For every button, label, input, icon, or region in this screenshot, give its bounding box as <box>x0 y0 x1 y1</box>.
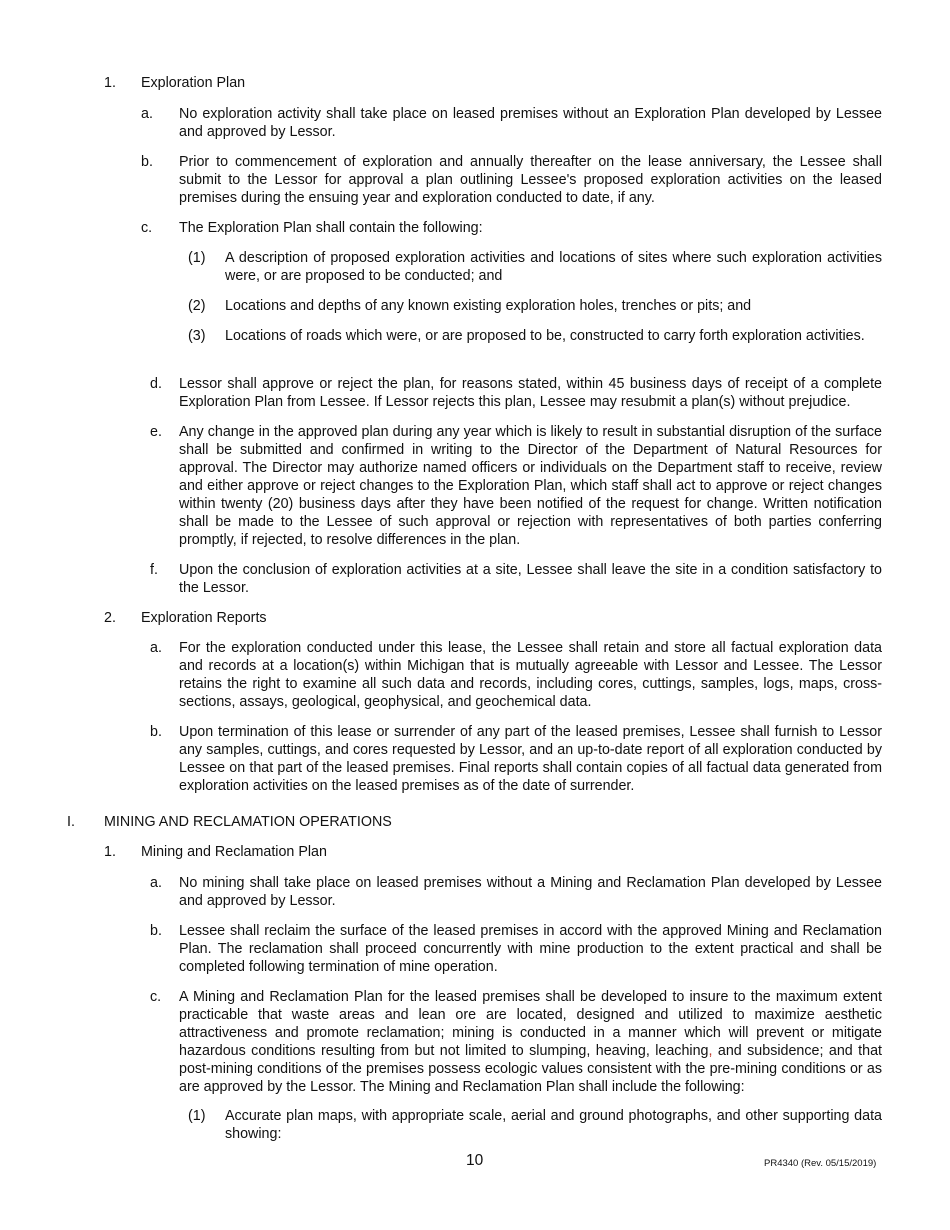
item-marker: (2) <box>188 298 206 314</box>
item-text: No mining shall take place on leased premises without a Mining and Reclamation Plan developed by Lessee and approved by Lessor. <box>179 875 882 909</box>
item-text: No exploration activity shall take place on leased premises without an Exploration Plan developed by Lessee and approved by Lessor. <box>179 106 882 140</box>
item-text: Lessee shall reclaim the surface of the leased premises in accord with the approved Mining and Reclamation Plan. The reclamation shall proceed concurrently with mine production to the extent practical and shall be completed following termination of mine operation. <box>179 923 882 975</box>
item-text: Accurate plan maps, with appropriate scale, aerial and ground photographs, and other supporting data showing: <box>225 1108 882 1142</box>
item-marker: 1. <box>104 844 116 860</box>
item-text: Locations of roads which were, or are proposed to be, constructed to carry forth exploration activities. <box>225 328 865 344</box>
item-marker: b. <box>141 154 153 170</box>
item-text: The Exploration Plan shall contain the following: <box>179 220 483 236</box>
item-marker: a. <box>150 875 162 891</box>
highlighted-comma: , <box>708 1043 713 1059</box>
item-text-part: A Mining and Reclamation Plan for the leased premises shall be developed to insure to the maximum extent practicable that waste areas and lean ore are located, designed and utilized to maximize aesthetic attractiveness and promote reclamation; mining is conducted in a manner which will prevent or mitigate hazardous conditions resulting from but not limited to slumping, heaving, leaching <box>179 989 882 1059</box>
item-text: A description of proposed exploration activities and locations of sites where such exploration activities were, or are proposed to be conducted; and <box>225 250 882 284</box>
item-text: Any change in the approved plan during any year which is likely to result in substantial disruption of the surface shall be submitted and confirmed in writing to the Director of the Department of Natural Resources for approval. The Director may authorize named officers or individuals on the Department staff to receive, review and either approve or reject changes to the Exploration Plan, which staff shall act to approve or reject changes within twenty (20) business days after they have been notified of the request for change. Written notification shall be made to the Lessee of such approval or rejection with representatives of both parties conferring promptly, if rejected, to resolve differences in the plan. <box>179 424 882 548</box>
item-text: Locations and depths of any known existing exploration holes, trenches or pits; and <box>225 298 752 314</box>
item-marker: b. <box>150 724 162 740</box>
item-text: For the exploration conducted under this lease, the Lessee shall retain and store all factual exploration data and records at a location(s) within Michigan that is mutually agreeable with Lessor and Lessee. The Lessor retains the right to examine all such data and records, including cores, cuttings, samples, logs, maps, cross-sections, assays, geological, geophysical, and geochemical data. <box>179 640 882 710</box>
item-marker: f. <box>150 562 158 578</box>
item-marker: (1) <box>188 1108 206 1124</box>
item-marker: d. <box>150 376 162 392</box>
item-marker: a. <box>150 640 162 656</box>
item-text: MINING AND RECLAMATION OPERATIONS <box>104 814 392 830</box>
item-marker: c. <box>150 989 162 1005</box>
item-text: Upon termination of this lease or surrender of any part of the leased premises, Lessee shall furnish to Lessor any samples, cuttings, and cores requested by Lessor, and an up-to-date report of all exploration conducted by Lessee on that part of the leased premises. Final reports shall contain copies of all factual data generated from exploration activities on the leased premises as of the date of surrender. <box>179 724 882 794</box>
item-text: Lessor shall approve or reject the plan, for reasons stated, within 45 business days of receipt of a complete Exploration Plan from Lessee. If Lessor rejects this plan, Lessee may resubmit a plan(s) without prejudice. <box>179 376 882 410</box>
item-text-part: and subsidence; and that post-mining conditions of the premises possess ecologic values consistent with the pre-mining conditions or as are approved by the Lessor. The Mining and Reclamation Plan shall include the following: <box>179 1043 882 1095</box>
item-marker: a. <box>141 106 153 122</box>
item-marker: 1. <box>104 75 116 91</box>
item-text <box>179 988 882 1096</box>
item-marker: b. <box>150 923 162 939</box>
item-marker: 2. <box>104 610 116 626</box>
item-text: Mining and Reclamation Plan <box>141 844 327 860</box>
item-marker: c. <box>141 220 153 236</box>
item-text: Prior to commencement of exploration and annually thereafter on the lease anniversary, the Lessee shall submit to the Lessor for approval a plan outlining Lessee's proposed exploration activities on the leased premises during the ensuing year and exploration conducted to date, if any. <box>179 154 882 206</box>
item-marker: e. <box>150 424 162 440</box>
item-text: Exploration Reports <box>141 610 267 626</box>
item-marker: I. <box>67 814 75 830</box>
item-text: Exploration Plan <box>141 75 246 91</box>
item-text: Upon the conclusion of exploration activities at a site, Lessee shall leave the site in a condition satisfactory to the Lessor. <box>179 562 882 596</box>
item-marker: (3) <box>188 328 206 344</box>
form-revision-id: PR4340 (Rev. 05/15/2019) <box>764 1158 877 1169</box>
item-marker: (1) <box>188 250 206 266</box>
page-number: 10 <box>466 1152 484 1169</box>
